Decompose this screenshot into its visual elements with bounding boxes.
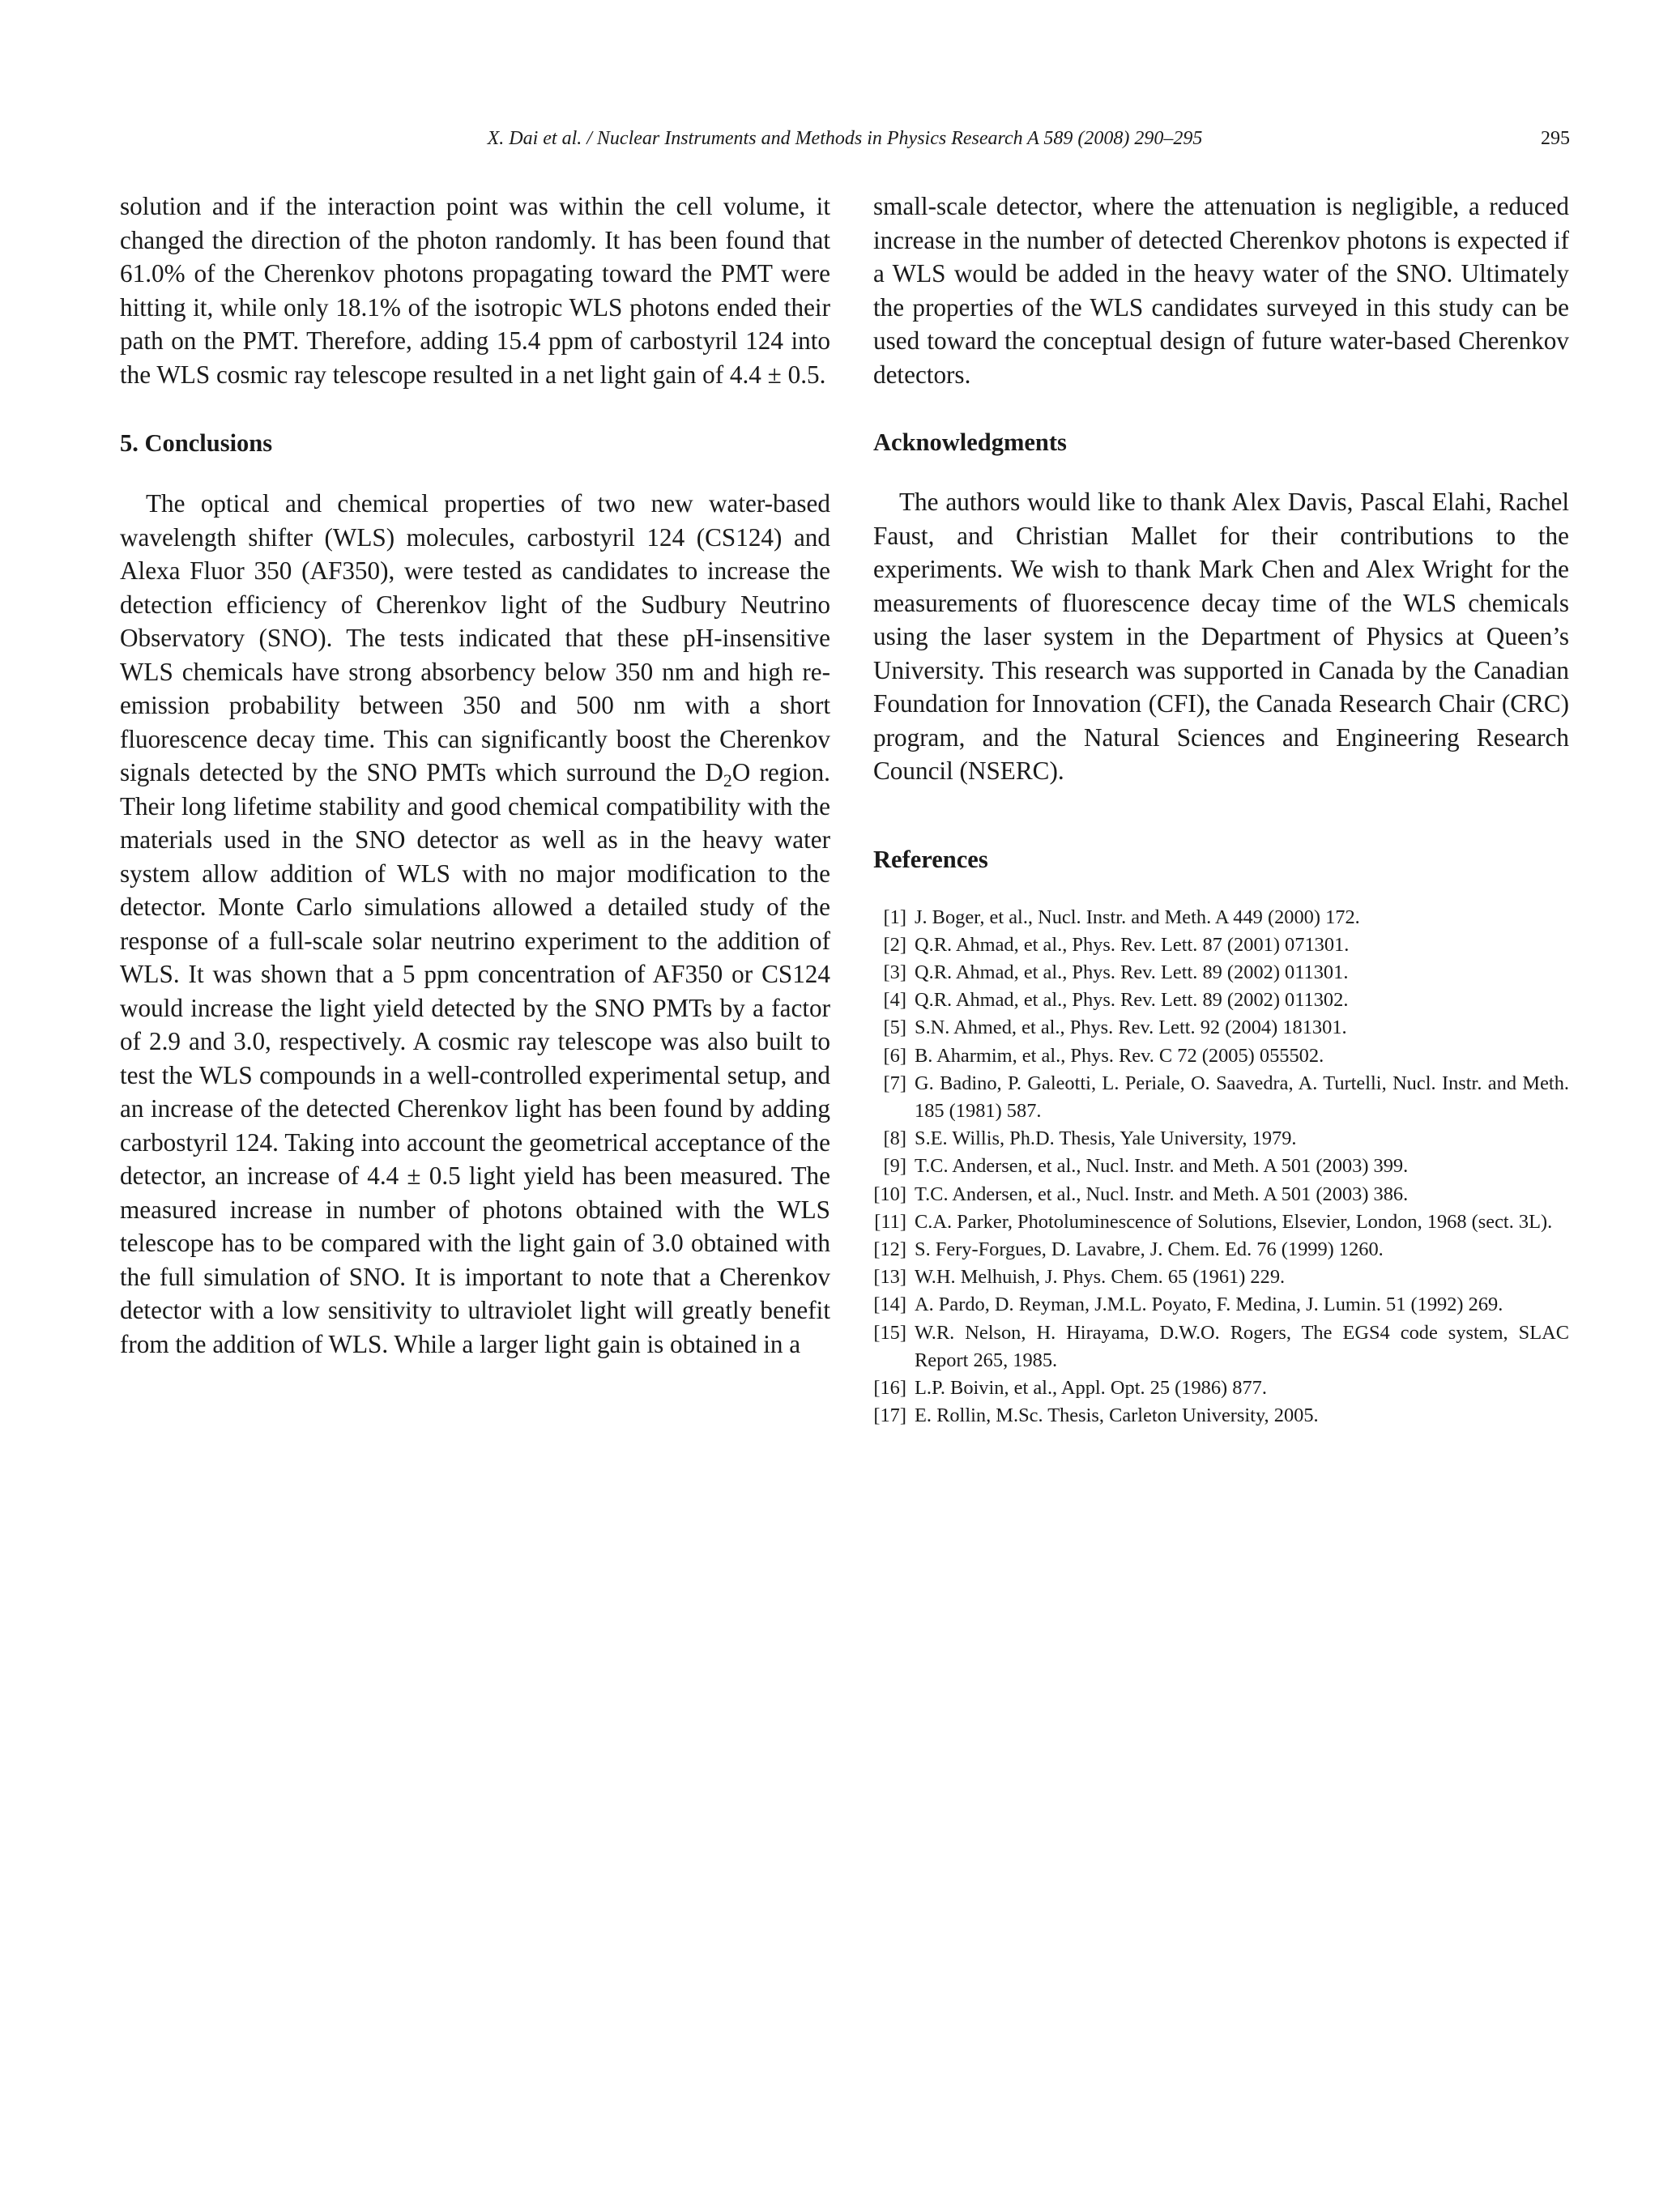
- reference-item: [873, 1014, 1569, 1042]
- reference-number: [12]: [873, 1238, 906, 1260]
- reference-item: [873, 904, 1569, 931]
- reference-text: Q.R. Ahmad, et al., Phys. Rev. Lett. 89 (2002) 011301.: [915, 961, 1349, 983]
- reference-number: [7]: [883, 1072, 906, 1094]
- acknowledgments-heading: Acknowledgments: [873, 428, 1067, 456]
- reference-number: [16]: [873, 1376, 906, 1399]
- reference-item: [873, 959, 1569, 987]
- right-column: [873, 190, 1569, 1430]
- reference-item: [873, 1042, 1569, 1070]
- reference-number: [11]: [874, 1210, 906, 1233]
- reference-number: [8]: [883, 1127, 906, 1150]
- reference-item: [873, 1319, 1569, 1375]
- continuation-paragraph: small-scale detector, where the attenuation is negligible, a reduced increase in the number of detected Cherenkov photons is expected if a WLS would be added in the heavy water of the SNO. Ultimately the properties of the WLS candidates surveyed in this study can be used toward the conceptual design of future water-based Cherenkov detectors.: [873, 192, 1569, 389]
- reference-number: [2]: [883, 933, 906, 956]
- reference-list: [873, 904, 1569, 1430]
- reference-text: S.N. Ahmed, et al., Phys. Rev. Lett. 92 (2004) 181301.: [915, 1016, 1347, 1039]
- running-header: [120, 128, 1570, 160]
- reference-text: W.R. Nelson, H. Hirayama, D.W.O. Rogers, The EGS4 code system, SLAC Report 265, 1985.: [915, 1321, 1569, 1371]
- reference-item: [873, 1291, 1569, 1319]
- reference-item: [873, 1208, 1569, 1236]
- reference-number: [15]: [873, 1321, 906, 1344]
- reference-item: [873, 1153, 1569, 1180]
- reference-item: [873, 1375, 1569, 1402]
- conclusions-heading: 5. Conclusions: [120, 429, 273, 457]
- reference-number: [3]: [883, 961, 906, 983]
- intro-paragraph: solution and if the interaction point was within the cell volume, it changed the direction of the photon randomly. It has been found that 61.0% of the Cherenkov photons propagating toward the PMT were hitting it, while only 18.1% of the isotropic WLS photons ended their path on the PMT. Therefore, adding 15.4 ppm of carbostyril 124 into the WLS cosmic ray telescope resulted in a net light gain of 4.4 ± 0.5.: [120, 192, 830, 389]
- conclusions-text-part1: The optical and chemical properties of two new water-based wavelength shifter (WLS) molecules, carbostyril 124 (CS124) and Alexa Fluor 350 (AF350), were tested as candidates to increase the detection efficiency of Cherenkov light of the Sudbury Neutrino Observatory (SNO). The tests indicated that these pH-insensitive WLS chemicals have strong absorbency below 350 nm and high re-emission probability between 350 and 500 nm with a short fluorescence decay time. This can significantly boost the Cherenkov signals detected by the SNO PMTs which surround the D: [120, 489, 830, 786]
- subscript-2: 2: [723, 771, 732, 791]
- reference-text: G. Badino, P. Galeotti, L. Periale, O. Saavedra, A. Turtelli, Nucl. Instr. and Meth. 185 (1981) 587.: [915, 1072, 1569, 1122]
- reference-item: [873, 1264, 1569, 1291]
- reference-number: [9]: [883, 1155, 906, 1178]
- reference-text: Q.R. Ahmad, et al., Phys. Rev. Lett. 89 (2002) 011302.: [915, 989, 1349, 1012]
- reference-item: [873, 1236, 1569, 1264]
- reference-number: [1]: [883, 906, 906, 928]
- journal-citation: X. Dai et al. / Nuclear Instruments and Methods in Physics Research A 589 (2008) 290–295: [487, 128, 1203, 149]
- reference-text: Q.R. Ahmad, et al., Phys. Rev. Lett. 87 (2001) 071301.: [915, 933, 1350, 956]
- reference-item: [873, 931, 1569, 959]
- reference-text: B. Aharmim, et al., Phys. Rev. C 72 (2005) 055502.: [915, 1044, 1324, 1067]
- reference-text: T.C. Andersen, et al., Nucl. Instr. and Meth. A 501 (2003) 399.: [915, 1155, 1409, 1178]
- reference-text: S.E. Willis, Ph.D. Thesis, Yale University, 1979.: [915, 1127, 1297, 1150]
- left-column: [120, 190, 830, 1361]
- reference-text: E. Rollin, M.Sc. Thesis, Carleton University, 2005.: [915, 1404, 1319, 1427]
- reference-item: [873, 1402, 1569, 1430]
- acknowledgments-paragraph: The authors would like to thank Alex Davis, Pascal Elahi, Rachel Faust, and Christian Mallet for their contributions to the experiments. We wish to thank Mark Chen and Alex Wright for the measurements of fluorescence decay time of the WLS chemicals using the laser system in the Department of Physics at Queen’s University. This research was supported in Canada by the Canadian Foundation for Innovation (CFI), the Canada Research Chair (CRC) program, and the Natural Sciences and Engineering Research Council (NSERC).: [873, 488, 1569, 785]
- reference-item: [873, 987, 1569, 1014]
- reference-item: [873, 1070, 1569, 1125]
- conclusions-paragraph: [120, 487, 830, 1361]
- reference-number: [14]: [873, 1294, 906, 1316]
- reference-text: W.H. Melhuish, J. Phys. Chem. 65 (1961) 229.: [915, 1266, 1286, 1289]
- reference-number: [17]: [873, 1404, 906, 1427]
- reference-text: J. Boger, et al., Nucl. Instr. and Meth. A 449 (2000) 172.: [915, 906, 1360, 928]
- reference-number: [13]: [873, 1266, 906, 1289]
- reference-text: T.C. Andersen, et al., Nucl. Instr. and Meth. A 501 (2003) 386.: [915, 1183, 1409, 1205]
- references-heading: References: [873, 845, 988, 873]
- reference-item: [873, 1125, 1569, 1153]
- conclusions-text-part2: O region. Their long lifetime stability and good chemical compatibility with the materials used in the SNO detector as well as in the heavy water system allow addition of WLS with no major modification to the detector. Monte Carlo simulations allowed a detailed study of the response of a full-scale solar neutrino experiment to the addition of WLS. It was shown that a 5 ppm concentration of AF350 or CS124 would increase the light yield detected by the SNO PMTs by a factor of 2.9 and 3.0, respectively. A cosmic ray telescope was also built to test the WLS compounds in a well-controlled experimental setup, and an increase of the detected Cherenkov light has been found by adding carbostyril 124. Taking into account the geometrical acceptance of the detector, an increase of 4.4 ± 0.5 light yield has been measured. The measured increase in number of photons obtained with the WLS telescope has to be compared with the light gain of 3.0 obtained with the full simulation of SNO. It is important to note that a Cherenkov detector with a low sensitivity to ultraviolet light will greatly benefit from the addition of WLS. While a larger light gain is obtained in a: [120, 758, 830, 1358]
- reference-number: [10]: [873, 1183, 906, 1205]
- reference-number: [4]: [883, 989, 906, 1012]
- reference-text: S. Fery-Forgues, D. Lavabre, J. Chem. Ed. 76 (1999) 1260.: [915, 1238, 1384, 1260]
- reference-text: A. Pardo, D. Reyman, J.M.L. Poyato, F. Medina, J. Lumin. 51 (1992) 269.: [915, 1294, 1503, 1316]
- reference-text: L.P. Boivin, et al., Appl. Opt. 25 (1986) 877.: [915, 1376, 1267, 1399]
- reference-item: [873, 1181, 1569, 1208]
- reference-text: C.A. Parker, Photoluminescence of Solutions, Elsevier, London, 1968 (sect. 3L).: [915, 1210, 1553, 1233]
- reference-number: [6]: [883, 1044, 906, 1067]
- reference-number: [5]: [883, 1016, 906, 1039]
- page-number: 295: [1541, 128, 1570, 149]
